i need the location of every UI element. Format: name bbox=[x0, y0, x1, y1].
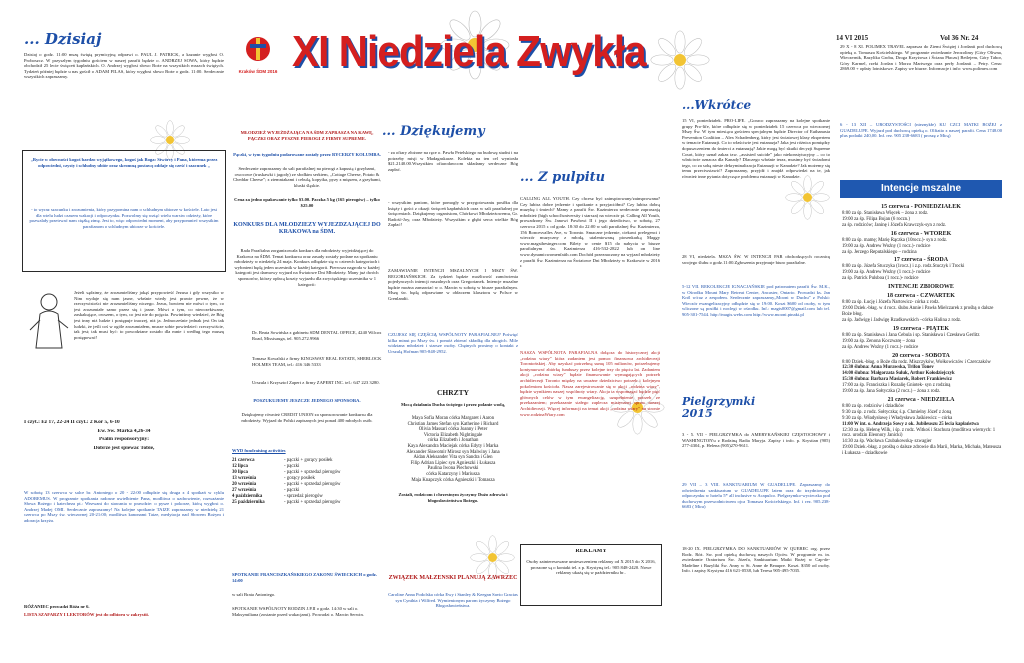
daisy-flower-icon bbox=[470, 535, 515, 580]
franciszkanskie-title: SPOTKANIE FRANCISZKAŃSKIEGO ZAKONU ŚWIECKICH o godz. 14:00 bbox=[232, 572, 377, 583]
zamawianie-text: ZAMAWIANIE INTENCJI MSZALNYCH I MSZY ŚW. REGORIAŃSKICH. Za tydzień będzie możliwość zamówienia pojedynczych intencji mszalnych oraz Gregorianek. Intencje mszalne będzie można zamawiać w o. Marcin w sobotę w biurze parafialnym. Mszę św. będą odprawiane w obłaczem klasztoru w Polsce w Grenlandii. bbox=[388, 268, 518, 301]
intencje-mass: za śp. Andrew Woźny (1 rocz.)- rodzice bbox=[842, 344, 919, 350]
prolife-text: 15 VI, poniedziałek. PRO-LIFE. „Goraco zapraszamy na kolejne spotkanie grupy Pro-life, które odbędzie się w poniedziałek 15 czerwca po wieczornej Mszy Św. W tym miesiącu gościem specjalnym będzie Director of Euthanasia Prevention Coalition – Alex Schadenberg, który jest światowej klasy ekspertem w temacie Eutanazji. Co to właściwie jest eutanazja? Jaka jest różnica pomiędzy dopuszczeniem do śmierci a eutanazją? Jakie mogą być skutki decyzji Supreme Court, który uznał zakaz tzw. „assisted suicide” jako niekonstytucyjny – co to właściwie oznacza dla Kanady? Dlaczego właśnie teraz, musimy być świadomi tego, co za sobą niesie dekryminalizacja Eutanazji w Kanadzie? Jak możemy się temu przeciwstawić? Zapraszamy, przyjdź i znajdź odpowiedzi na te, jak również inne pytania dotyczące problemu eutanazji w Kanadzie. bbox=[682, 118, 830, 179]
lista-text: LISTA SZAFARZY I LEKTORÓW jest do odbioru w zakrystii. bbox=[24, 612, 149, 617]
zwiazek-text: Caroline Anna Podolska córka Ewy i Stanley & Keegan Savio Gracias syn Cynthia i Wilfred. Wymienionym parom życzymy Bożego Błogosławieństwa. bbox=[388, 592, 518, 609]
sdm-logo-icon bbox=[238, 32, 278, 72]
intencje-mass: 8:00 za śp. Józefa Stuczyka (1rocz.) i z.p. rodz.Stuczyk i Trocki bbox=[842, 264, 965, 270]
intencje-mass: 19:00 Dziek.-błag. w 4 rocz. ślubu Annie i Pawła Mielczarek z prośbą o dalsze Boże błog. bbox=[842, 306, 994, 317]
wyd-row: 30 lipca - pączki + sprzedaż pierogów bbox=[232, 470, 341, 475]
konkurs-sponsor-1: Dr. Beata Sowińska z gabinetu SDM DENTAL OFFICE, 4240 Wilcox Road, Missisauga, tel. 905.272.9966 bbox=[252, 330, 382, 341]
pielgrzymki-text-3: 18-20 IX. PIELGRZYMKA DO SANKTUARIÓW W QUEBEC org. przez Rodz. Róż. Sw. pod opieką duchową naszych Ojców. W programie m. in. zwiedzanie Oratorium Św. Józefa, Sanktuarium Matki Bożej w Cap-de-Madeline i Bazyliki Św. Anny w St. Anne de Beaupre. Koszt. $350 od osoby. Info. i zapisy Krystyna 416 621-0538, lub Teresa 905-495-7035. bbox=[682, 546, 830, 574]
intencje-list bbox=[840, 202, 1002, 640]
wyd-row: 4 października - sprzedaż pierogów bbox=[232, 494, 323, 499]
chrzty-title: CHRZTY bbox=[436, 388, 470, 397]
intencje-mass: za śp. Jerzego Reputalskiego – rodzina bbox=[842, 249, 917, 255]
intencje-mass: 14:00 ślubna: Małgorzata Suluk, Arthur Kołodziejczyk bbox=[842, 371, 955, 377]
reklamy-title: REKLAMY bbox=[575, 549, 607, 554]
jezeli-text: Jeżeli sądzimy, że zrozumieliśmy jakąś przypowieść Jezusa i gdy wszystko w Nim wydaje się nam jasne, właśnie wtedy jest prawie pewne, że w rzeczywistości nie zrozumieliśmy niczego. Jezus, bowiem nie mówi o tym, co jest zrozumiałe samo przez się i jasne. Mówi o tym, co nieoczekiwane, zaskakujące, owszem, o tym, co jest nie do pojęcia. Powiniśmy wiedzieć, że Bóg jest inny niż ludzie i postępuje inaczej, niż ja. Jednocześnie jednak jest On tak ludzki, że jeśli coś w ogóle zrozumiałem, musze sobie powiedzieć: rzeczywiście, tak jest; tak musi być: to powodziane zostało dla mnie i według tego muszę postępować! bbox=[74, 290, 224, 340]
intencje-mass: 12:30 ślubna: Anna Murawska, Trifon Tonev bbox=[842, 365, 934, 371]
dziekujemy-text-2: - wszystkim paniom, które pomogły w przygotowaniu posiłku dla księży i gości z okazji święceń kapłańskich oraz w sali parafialnej po święceniach. Dziękujemy organistom, Chórkowi Młodzieżowemu, Gr. Radość-Joy, oraz Młodzieży. Wszystkim z głębi serca wielkie Bóg Zapłać! bbox=[388, 200, 518, 228]
chrzty-name: córka Katarzyny i Mariusza bbox=[426, 471, 480, 477]
wyd-row: 27 września - pączki bbox=[232, 488, 300, 493]
wyd-row: 12 lipca - pączki bbox=[232, 464, 300, 469]
sdm-sub: Pączki, w tym tygodniu podarowane zostały przez RYCERZY KOLUMBA. bbox=[233, 152, 381, 157]
intencje-mass: 19:00 za śp. Zenona Koczwarę – żona bbox=[842, 338, 916, 344]
intencje-mass: 8:00 za śp. rodziców i dziadków bbox=[842, 403, 905, 409]
intencje-heading: Intencje mszalne bbox=[840, 180, 1002, 198]
issue-date: 14 VI 2015 bbox=[836, 34, 869, 42]
polimex-text: 29 X - 8 XI. POLIMEX TRAVEL zaprasza do Ziemi Świętej i Jordanii pod duchową opieką o. Tomasza Kościelskiego. W programie zwiedzanie Jerozolimy (Góry Oliwna, Wieczernik, Bazylika Grobu, Droga Krzyżowa i Ściana Płaczu) Betlejem, Góry Tabor, Góry Karmel, rzeki Jordan i Morza Martwego oraz perły Jordanii – Petry. Cena: 2869.00 + opłaty lotniskowe. Zapisy we biurze. Informacje i info: www.polimex.com bbox=[840, 44, 1002, 72]
intencje-mass: za śp. rodziców; Janinę i Józefa Krawczyk-syn z rodz. bbox=[842, 222, 947, 228]
intencje-mass: za śp. Patrick Pulsboa (1 rocz.)- rodzice bbox=[842, 276, 919, 282]
jezeli-continued bbox=[24, 355, 224, 415]
pielgrzymki-text-1: 3 - 5. VII - PIELGRZYMKA do AMERYKAŃSKIEJ CZĘSTOCHOWY i WASHINGTON'u z Rodziną Radia Maryja. Zapisy i info. p. Krystian (905) 277-4304, p. Helena (905)270-9611. bbox=[682, 432, 830, 449]
wyd-table bbox=[232, 458, 382, 506]
gospel: Ew. Św. Marka 4,26-34 bbox=[97, 429, 151, 434]
intencje-mass: 8:00 za śp. Stanisława i Jana Cebula i sp. Stanisława i Czesława Gerlitz bbox=[842, 332, 980, 338]
intencje-mass: 8:00 za śp. mamę; Marię Rączka (10rocz.)- syn z rodz. bbox=[842, 237, 948, 243]
intencje-mass: 15:30 ślubna: Barbara Masiarek, Robert Frankiewicz bbox=[842, 377, 952, 383]
intencje-mass: 19:00 za śp. Jana Sołtyczka (2 rocz.) – żona z rodz. bbox=[842, 389, 941, 395]
chrzty-name: Kaya Alexandra Maciejak córka Edyty i Marka bbox=[407, 443, 499, 449]
rodzin-text: SPOTKANIE WSPÓLNOTY RODZIN J.P.II o godz. 14:30 w sali o. Maksymiliana (zostanie przed wakacjami). Prowadzi o. Marcin Serwin. bbox=[232, 606, 364, 617]
chrzty-outro: Zostali, rodzicom i chrzestnym życzymy Dużo zdrowia i błogosławieństwa Bożego. bbox=[398, 492, 508, 503]
intencje-day: 16 czerwca - WTOREK bbox=[890, 230, 952, 237]
logo-text: Kraków ŚDM 2016 bbox=[238, 69, 278, 74]
chrzty-name: Maya Sofia Moran córka Margaret i Aaron bbox=[411, 416, 495, 421]
jesus-figure-icon bbox=[26, 290, 72, 350]
intencje-mass: 19:00 za śp. Filipa Bojan (6 roczn.) bbox=[842, 216, 910, 222]
chrzty-intro: Mocą działania Ducha świętego i przez polanie wodą, bbox=[400, 402, 506, 407]
konkurs-credit: Dziękujemy również CREDIT UNION za sponsorowanie konkursu dla młodzieży. Wyjazd do Polski zapisanych jest ponad 400 młodych osób. bbox=[241, 412, 373, 423]
intencje-mass: 19:00 za śp. Andrew Woźny (1 rocz.)- rodzice bbox=[842, 270, 931, 276]
readings: I czyt.: Ez 17, 22-24 II czyt.: 2 Kor 5, 6-10 bbox=[24, 420, 120, 425]
jesus-illustration bbox=[26, 290, 72, 350]
intencje-mass: 9:30 za śp. Władysławę i Władysława Jaśkiewicz – córka bbox=[842, 415, 953, 421]
guadelupe-text: 6 - 13 XII – URODZYSTOŚCI (nieznykłe) KU CZCI MATKI BOŻEJ z GUADELUPE. Wyjazd pod duchową opieką o. Olfiatio z naszej parafii. Cena 1748.00 plus podatki 240,00. Inf. rez. 905 238-6683 ( proszę z Mirą) bbox=[840, 122, 1002, 139]
quote-box bbox=[22, 150, 226, 272]
konkurs-poszukujemy: POSZUKUJEMY JESZCZE JEDNEGO SPONSORA. bbox=[253, 398, 361, 403]
chrzty-names bbox=[388, 416, 518, 483]
franciszkanskie-tail: w sali Brata Antoniego. bbox=[232, 592, 276, 597]
sdm-text: Serdecznie zapraszamy do sali parafialnej na pierogi z kapustą i grzybami, owocowe (truskawki i jagody) ze słodkim serkiem, „Cottage Cheese, Potato & Cheddar Cheese”; z ziemniakami i cebulą, kopytka, pyzy z mięsem, z grzybami, kluski śląskie. bbox=[233, 166, 381, 188]
intencje-day: 21 czerwca - NIEDZIELA bbox=[887, 396, 955, 403]
chrzty-name: Paulina Iwona Piechowski bbox=[427, 466, 479, 472]
intencje-day: 19 czerwca - PIĄTEK bbox=[892, 325, 950, 332]
pielgrzymki-heading: Pielgrzymki 2015 bbox=[682, 395, 756, 420]
nasza-text: NASZA WSPÓLNOTA PARAFIALNA dołącza do historycznej akcji „rodzina wiary” która zadaniem jest pomoc finansowa archidiecezji Torontońskiej. Aby uzyskać potrzebną sumę 105 milionów, potrzebujemy kontynuować zbiórkę funduszy przez kolejne trzy do pięciu lat. Zadaniem akcji „rodzina wiary” będzie finansowanie wymagających potrzeb archidiecezji Toronto między na uważne dziedzictwo potrzeb i kolejnym pokoleniom kościoła. Nasza zarejestrowanie się w akcji „rodzina wiary”, będzie wynikiem naszej wspólnoty wiary. Akcja ta wspomagać będzie pięć głównych celów w tym ewangelizację, uzupełnienie potrzeb ze przekazaniem; przekazanie stałego zaplecza mistycznej spraw naszej Archidiecezji. Więcej informacji na temat akcji „rodzina wiary” na stronie www.rodzinaWiary.com bbox=[520, 350, 660, 417]
wyd-row: 25 października - pączki + sprzedaż pierogów bbox=[232, 500, 341, 505]
intencje-mass: 8:00 za śp. Łucję i Józefa Nartowicz- córka z rodz. bbox=[842, 300, 940, 306]
dziekujemy-heading: ... Dziękujemy bbox=[382, 124, 485, 139]
intencje-day: 20 czerwca - SOBOTA bbox=[892, 352, 950, 359]
issue-volume: Vol 36 Nr. 24 bbox=[940, 34, 979, 42]
rekolekcje-text: 5-12 VII. REKOLEKCJE IGNACJAŃSKIE pod patronatem parafii Św. M.K., w Ośrodku Mount Mary Retreat Centre, Ancaster, Ontario. Prowadzi ks. Jan Król w/raz z zespołem. Serdecznie zapraszamy„Mooni w Duchu” z Polski: Wieczór ewangelizacyjny odbędzie się w 19:00. Koszt $600 od osoby, w tym wliczone są posiłki i noclegi w ośrodku. Inf.: magis0007@gmail.com lub tel. 905-301-7544. http://magis.webs.com http://www.mooni.pinaki.pl bbox=[682, 284, 830, 317]
pielgrzymki-text-2: 29 VII – 3 VIII. SANKTUARIUM W GUADELUPE. Zapraszamy do odwiedzenia sanktuarium w GUADELUPE latem oraz do trzydniowego odpoczynku w hotelu 5* all inclusive w Acapulco. Pielgrzymko-wycieczka pod duchowym przewodnictwem ojca Tomasza Kościelskiego. Inf. i rez. 905.238-6683 ( Mira) bbox=[682, 482, 830, 510]
rozaniec-text: RÓŻANIEC prowadzi Róża nr 6. bbox=[24, 604, 90, 609]
sdm-title: MŁODZIEŻ WYJEŻDŻAJĄCA NA ŚDM ZAPRASZA NA KAWĘ, PĄCZKI ORAZ PYSZNE PIEROGI Z FIRMY SUPREME. bbox=[240, 130, 374, 141]
wyd-row: 13 września - gorący posiłek bbox=[232, 476, 315, 481]
quote-text-1: „Bycie w obecności kogoś bardzo wyjątkowego, kogoś jak Boga: Stwórcy i Pana, którema przez odpowiedni, czysty i schludny ubiór oraz skromną postawę oddaje się cześć i szacunek „ bbox=[30, 157, 218, 168]
intencje-day: 15 czerwca - PONIEDZIAŁEK bbox=[881, 204, 961, 210]
konkurs-sponsor-3: Urszula i Krzysztof Zapert z firmy ZAPERT INC. tel.: 647 223 3280. bbox=[252, 380, 380, 385]
konkurs-sponsor-2: Tomasz Kowalski z firmy KINGSWAY REAL ESTATE, SHERLOCK HOLMES TEAM, tel.: 416 346 5333 bbox=[252, 356, 382, 367]
intencje-mass: 17:00 za śp. Franciszka i Rozalię Gniotek- syn z rodziną bbox=[842, 383, 951, 389]
intencje-day: INTENCJE ZBIOROWE bbox=[888, 284, 954, 291]
sdm-logo bbox=[238, 32, 278, 72]
chrzty-name: córka Elizabeth i Jonathan bbox=[427, 438, 479, 444]
dzisiaj-heading: ... Dzisiaj bbox=[24, 30, 102, 48]
wkrotce-heading: ...Wkrótce bbox=[682, 98, 752, 112]
konkurs-text: Rada Parafialna zorganizowała konkurs dla młodzieży wyjeżdżającej do Krakowa na ŚDM. Temat konkursu oraz zasady zostały podane na spotkaniu młodzieży w niedzielę 24 maja. Konkurs odbędzie się w czterech kategoriach i wyłonieni będą jeden uczestnik w każdej kategorii. Pierwsza nagroda w każdej kategorii jest darmowy wyjazd na Światowe Dni Młodzieży. Many już dwóch sponsorów, którzy opłacą koszty wyjazdu dla zwycięskiego uczestnika w 1 kategorii: bbox=[234, 248, 380, 287]
chrzty-name: Filip Adrian Lipiec syn Agnieszki i Łukasza bbox=[410, 460, 496, 466]
intencje-mass: 8:00 Dziek.-błag. o Boże dla rodz. Miszczyków, Wołkowiczów i Czerczaków bbox=[842, 359, 991, 365]
zwiazek-title: ZWIĄZEK MAŁŻEŃSKI PLANUJĄ ZAWRZEĆ bbox=[388, 575, 518, 581]
konkurs-title: KONKURS DLA MŁODZIEŻY WYJEŻDŻAJĄCEJ DO KRAKOWA na ŚDM. bbox=[233, 222, 381, 235]
dzisiaj-text: Dzisiaj o godz. 11:00 mszę świętą prymicyjną odprawi o. PAUL J. PATRICK, a kazanie wygłosi O. Proboszcz. W przyszłym tygodniu gościem w naszej parafii będzie o. ANDRZEJ SOWA, który będzie obchodził 25 lecie święceń kapłańskich. O. Andrzej wygłosi słowo Boże na wszystkich mszach świętych. Tydzień później będzie u nas gościł o ADAM FILAS, który wygłosi słowo Boże o godz. 11:00. Serdecznie wszystkich zapraszamy. bbox=[24, 52, 224, 80]
chrzty-name: Olivia Massari córka Joanny i Peter bbox=[418, 427, 488, 433]
intencje-mass: 12:30 za śp. Helenę Wilk, i śp. z rodz. Witkoś i Stachura (modlitwa wiernych: 1 rocz. urodzin Eleonory Janicki) bbox=[842, 427, 996, 439]
daisy-flower-icon bbox=[650, 30, 710, 90]
chrzty-name: Aidan Aleksander Vita syn Sandra i Glen bbox=[413, 455, 493, 461]
chrzty-name: Maja Knapczyk córka Agnieszki i Tomasza bbox=[411, 477, 495, 483]
reklamy-box bbox=[520, 544, 662, 606]
psalm-label: Psalm responsoryjny: bbox=[98, 437, 150, 442]
intencje-day: 18 czerwca - CZWARTEK bbox=[887, 293, 955, 300]
reklamy-text: Osoby zainteresowane umieszczeniem reklamy od X 2015 do X 2016, proszone są o kontakt tel. z p. Krystyną tel.: 905 848-2420. Nowe reklamy ukażą się w październiku br.. bbox=[526, 559, 656, 576]
chrzty-name: Christian James Stefan syn Katherine i Richard bbox=[407, 421, 499, 427]
dziekujemy-text-1: - za ofiary złożone na ręce o. Pawła Petelskiego na budowę studni i na potrzeby misji w Madagaskarze. Kolekta na ten cel wyniosła $21.2140.00.Wszystkim ofiarodawcom składamy serdeczne Bóg zapłać. bbox=[388, 150, 518, 172]
sobota-text: W sobotę 13 czerwca w salce br. Antoniego o 20 - 22:00 odbędzie się druga z 4 spotkań w cyklu ADOREMUS. W programie spotkania radosne uwielbienie Pana, modlitwa o uzdrowienie, rozważanie Słowa Bożego i katecheza pt.: Wezwani do stawania w prawdzie: o pysze i pokorze, którą wygłosi o. Andrzej Madej OMI. Serdecznie zapraszamy! Na kolejne spotkanie TAIZE zapraszamy w niedzielę 21 czerwca po Mszy św. wieczornej 20-21:00; modlitwa kanonami Taize, medytacja nad Słowem Bożym i adoracja krzyża. bbox=[24, 490, 224, 523]
sdm-price: Cena za jedno opakowanie tylko $3.00. Paczka 5 kg (165 pierogów) – tylko $25.00 bbox=[234, 197, 380, 208]
chrzty-name: Victoria Elizabeth Nightingale bbox=[423, 432, 483, 438]
intencje-mass: za śp. Jadwigę i Jadwigę Rzadkowskich –córka Halina z rodz. bbox=[842, 317, 962, 323]
wyd-title: WYD fundraising activities bbox=[232, 448, 286, 453]
par-text: 28 VI, niedziela. MSZA ŚW. W INTENCJI PAR obchodzących rocznicę swojego ślubu o godz.11:00.Zgłoszenia przyjmuje biuro parafialne. bbox=[682, 254, 830, 265]
intencje-mass: 19:00 Dziek.-błag. z prośbą o dalsze zdrowie dla Marii, Marka, Michała, Mateusza i Łukasza – dziadkowie bbox=[842, 445, 1002, 457]
page-title: XI Niedziela Zwykła bbox=[292, 27, 646, 76]
chrzty-name: Alexander Sławomir Mirosz syn Malwiny i Jana bbox=[406, 449, 500, 455]
intencje-mass: 14:30 za śp. Wacława Czubakowską- szwagier bbox=[842, 439, 932, 445]
intencje-mass: 9:30 za śp. z rodz. Sołtyczka; ś.p. Chmielny Józef z żoną bbox=[842, 409, 952, 415]
wyd-row: 21 czerwca - pączki + gorący posiłek bbox=[232, 458, 333, 463]
pulpitu-heading: ... Z pulpitu bbox=[520, 170, 606, 185]
quote-text-2: - to wyraz szacunku i zrozumienia, który przypomina nam o schludnym ubiorze w kościele. Lato jest dla wielu ludzi czasem wakacji i odpoczynku. Pozwolmy się wziąć wielu warstw odzieży, które pozwalały przetrwać nam ciężką zimę. Jest to, więc odpowiedni moment, aby przypomnieć wszystkim parafianom o schludnym ubiorze w kościele. bbox=[29, 207, 219, 229]
pulpitu-text: CALLING ALL YOUTH. Czy chcesz być zainspirowany/zainsprowana? Czy lubisz dobre jedzenie i spotkanie z przyjaciółmi? Czy lubisz dobrą muzykę i śmiech? Mamy z parafii Św. Kazimierza serdecznie zapraszają młodzież (high school/university i starsza) na wieczór pt. Calling All Youth, prowadzony Św. Janowi Pawłowi II i jego dziedictwo, w sobotę, 27 czerwca 2015 r. od godz. 18:30 do 22:00 w sali parafialnej Św. Kazimierza, 156 Roncesvalles Ave, w Toronto. Smaczne jedzenie, ciekawi prelegenci i wieczór muzyczny z młodą, utalentowaną piosenkarką Maggy www.magsthesinger.com Bilety w cenie $15 do nabycia w biurze parafialnym św. Kazimierza 416-532-2822 lub on line www.dynamicwomenfaith.com Dochód przeznaczony na wyjazd młodzieży z parafii Św. Kazimierza na Światowe Dni Młodzieży w Krakowie w 2016 r. bbox=[520, 196, 660, 269]
intencje-mass: 11:00 W int. o. Andrzeja Sowy z ok. Jubileuszu 25 lecia kapłaństwa bbox=[842, 421, 979, 427]
intencje-mass: 19:00 za śp. Andrew Woźny (1 rocz.)- rodzice bbox=[842, 243, 931, 249]
czujesz-text: CZUJESZ SIĘ CZĘŚCIĄ WSPÓLNOTY PARAFIALNEJ? Poświęć kilka minut po Mszy św. i pomóż zbierać składkę dla ubogich. Mile widziana młodzież i starsze osoby. Chętnych prosimy o kontakt z Urszulą Hofman 905-848-2952. bbox=[388, 332, 518, 354]
psalm-text: Dobrze jest śpiewać Tobie, bbox=[93, 446, 155, 451]
intencje-mass: 8:00 za śp. Stanisława Więcek – żona z rodz. bbox=[842, 211, 929, 216]
intencje-day: 17 czerwca - ŚRODA bbox=[893, 257, 949, 264]
wyd-row: 20 września - pączki + sprzedaż pierogów bbox=[232, 482, 341, 487]
